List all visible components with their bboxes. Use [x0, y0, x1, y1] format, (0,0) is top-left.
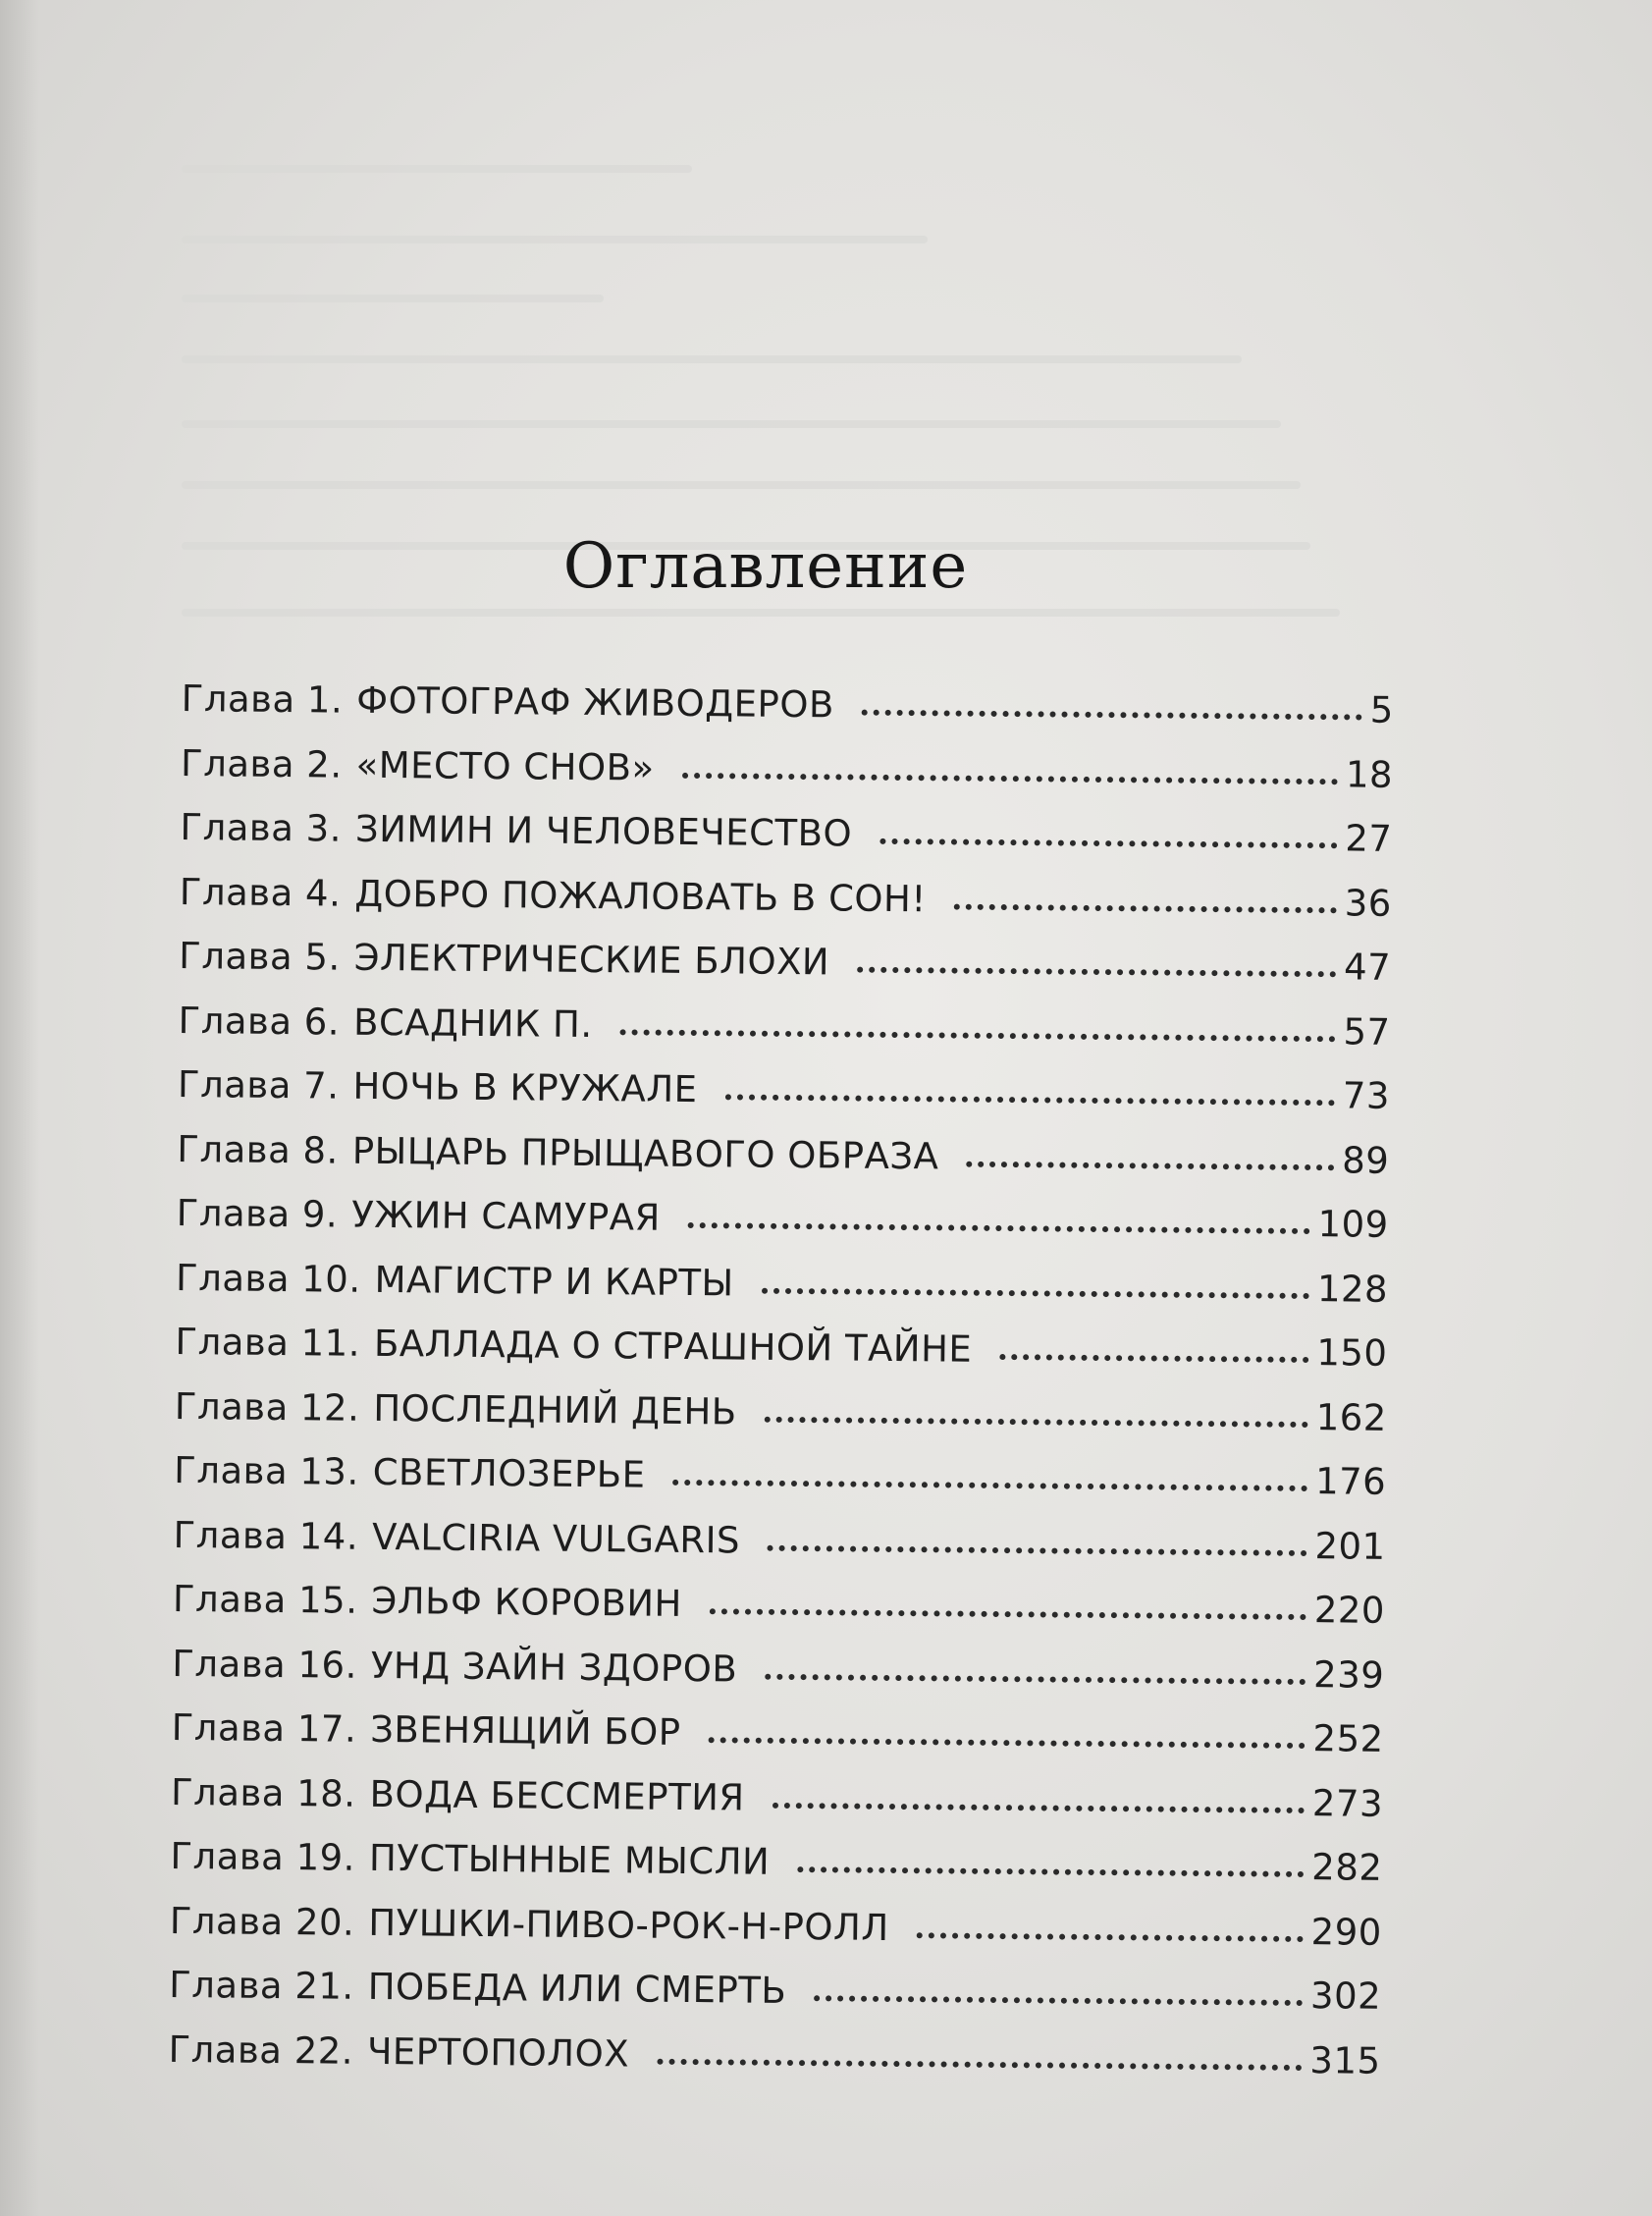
- chapter-title: ПУШКИ-ПИВО-РОК-Н-РОЛЛ: [368, 1901, 889, 1949]
- dot-leader: [709, 1737, 1306, 1749]
- chapter-page-number: 239: [1312, 1652, 1385, 1697]
- dot-leader: [999, 1354, 1308, 1363]
- chapter-label: Глава 11.: [175, 1320, 361, 1365]
- toc-entry: [170, 1835, 1383, 1911]
- toc-entry: [179, 870, 1392, 946]
- bleed-through-line: [182, 236, 928, 243]
- chapter-title: РЫЦАРЬ ПРЫЩАВОГО ОБРАЗА: [351, 1129, 939, 1177]
- dot-leader: [797, 1866, 1304, 1877]
- chapter-label: Глава 8.: [177, 1127, 340, 1172]
- chapter-label: Глава 5.: [179, 934, 341, 979]
- chapter-label: Глава 13.: [174, 1448, 359, 1493]
- chapter-page-number: 273: [1311, 1781, 1384, 1825]
- toc-entry: [174, 1449, 1387, 1525]
- toc-entry: [173, 1578, 1386, 1653]
- chapter-page-number: 201: [1314, 1524, 1386, 1568]
- chapter-page-number: 128: [1316, 1267, 1389, 1311]
- chapter-title: ЗИМИН И ЧЕЛОВЕЧЕСТВО: [354, 807, 853, 855]
- chapter-title: ВОДА БЕССМЕРТИЯ: [369, 1772, 745, 1819]
- toc-entry: [171, 1770, 1384, 1846]
- chapter-title: ФОТОГРАФ ЖИВОДЕРОВ: [356, 678, 835, 727]
- dot-leader: [954, 903, 1337, 913]
- dot-leader: [917, 1932, 1304, 1942]
- chapter-title: УНД ЗАЙН ЗДОРОВ: [370, 1644, 738, 1690]
- chapter-label: Глава 10.: [175, 1256, 361, 1301]
- chapter-label: Глава 20.: [169, 1899, 355, 1944]
- toc-entry: [179, 935, 1392, 1010]
- chapter-label: Глава 22.: [168, 2027, 354, 2073]
- chapter-title: МАГИСТР И КАРТЫ: [374, 1258, 734, 1304]
- bleed-through-line: [182, 481, 1301, 489]
- chapter-label: Глава 3.: [180, 805, 343, 850]
- chapter-page-number: 47: [1343, 946, 1392, 989]
- chapter-label: Глава 17.: [171, 1705, 357, 1751]
- chapter-title: ПУСТЫННЫЕ МЫСЛИ: [368, 1836, 771, 1883]
- chapter-label: Глава 4.: [179, 870, 342, 915]
- chapter-title: «МЕСТО СНОВ»: [355, 743, 655, 789]
- chapter-page-number: 73: [1342, 1074, 1391, 1117]
- table-of-contents: [168, 677, 1394, 2104]
- dot-leader: [772, 1802, 1304, 1812]
- dot-leader: [682, 772, 1338, 784]
- chapter-page-number: 150: [1316, 1331, 1388, 1375]
- chapter-page-number: 252: [1312, 1717, 1384, 1760]
- dot-leader: [765, 1673, 1306, 1684]
- chapter-page-number: 162: [1315, 1395, 1388, 1439]
- chapter-page-number: 290: [1310, 1910, 1382, 1954]
- chapter-title: НОЧЬ В КРУЖАЛЕ: [352, 1064, 698, 1111]
- toc-heading: Оглавление: [562, 530, 969, 603]
- chapter-title: ПОБЕДА ИЛИ СМЕРТЬ: [367, 1965, 787, 2012]
- chapter-page-number: 176: [1314, 1460, 1387, 1503]
- chapter-page-number: 89: [1342, 1138, 1390, 1182]
- chapter-label: Глава 9.: [176, 1191, 339, 1236]
- toc-entry: [168, 2027, 1381, 2103]
- toc-entry: [178, 1063, 1391, 1139]
- bleed-through-line: [182, 165, 692, 173]
- chapter-label: Глава 14.: [173, 1513, 359, 1558]
- dot-leader: [765, 1416, 1308, 1427]
- dot-leader: [814, 1995, 1303, 2006]
- chapter-page-number: 27: [1345, 817, 1393, 860]
- dot-leader: [672, 1480, 1307, 1491]
- toc-entry: [178, 999, 1391, 1074]
- chapter-page-number: 302: [1309, 1974, 1382, 2018]
- chapter-page-number: 57: [1343, 1009, 1391, 1054]
- bleed-through-line: [182, 420, 1281, 428]
- toc-entry: [176, 1192, 1389, 1268]
- chapter-page-number: 220: [1313, 1589, 1386, 1632]
- chapter-label: Глава 2.: [180, 741, 343, 786]
- chapter-page-number: 109: [1317, 1203, 1389, 1246]
- dot-leader: [768, 1544, 1307, 1555]
- chapter-title: ПОСЛЕДНИЙ ДЕНЬ: [373, 1386, 737, 1432]
- chapter-title: БАЛЛАДА О СТРАШНОЙ ТАЙНЕ: [373, 1322, 973, 1371]
- dot-leader: [879, 838, 1337, 848]
- chapter-label: Глава 18.: [170, 1770, 356, 1815]
- toc-entry: [169, 1899, 1382, 1974]
- dot-leader: [688, 1222, 1310, 1234]
- chapter-title: ЧЕРТОПОЛОХ: [366, 2029, 630, 2075]
- chapter-label: Глава 16.: [172, 1642, 358, 1687]
- toc-entry: [173, 1513, 1386, 1589]
- dot-leader: [857, 967, 1336, 978]
- toc-entry: [175, 1321, 1388, 1396]
- toc-entry: [171, 1706, 1384, 1782]
- chapter-label: Глава 21.: [169, 1963, 354, 2008]
- chapter-title: ЭЛЕКТРИЧЕСКИЕ БЛОХИ: [353, 936, 830, 984]
- chapter-page-number: 36: [1344, 881, 1393, 925]
- chapter-page-number: 315: [1309, 2038, 1381, 2082]
- toc-entry: [174, 1384, 1387, 1460]
- toc-entry: [180, 806, 1393, 882]
- chapter-label: Глава 15.: [172, 1577, 358, 1622]
- chapter-page-number: 5: [1369, 688, 1394, 731]
- toc-entry: [177, 1127, 1390, 1203]
- toc-entry: [169, 1964, 1382, 2039]
- chapter-title: ДОБРО ПОЖАЛОВАТЬ В СОН!: [354, 872, 927, 920]
- bleed-through-line: [182, 609, 1340, 617]
- chapter-title: VALCIRIA VULGARIS: [371, 1515, 741, 1562]
- chapter-title: ЗВЕНЯЩИЙ БОР: [370, 1707, 681, 1754]
- chapter-title: УЖИН САМУРАЯ: [350, 1193, 662, 1239]
- chapter-label: Глава 19.: [170, 1834, 356, 1879]
- toc-entry: [181, 741, 1394, 817]
- chapter-label: Глава 7.: [177, 1062, 340, 1108]
- page-edge-shadow: [0, 0, 39, 2216]
- chapter-label: Глава 1.: [181, 677, 344, 722]
- bleed-through-line: [182, 355, 1242, 363]
- dot-leader: [862, 710, 1362, 721]
- chapter-title: СВЕТЛОЗЕРЬЕ: [372, 1450, 646, 1496]
- chapter-label: Глава 6.: [178, 999, 341, 1044]
- chapter-page-number: 18: [1345, 752, 1394, 796]
- chapter-title: ЭЛЬФ КОРОВИН: [371, 1579, 683, 1625]
- chapter-page-number: 282: [1311, 1846, 1383, 1889]
- dot-leader: [762, 1287, 1309, 1298]
- dot-leader: [966, 1161, 1334, 1170]
- toc-entry: [172, 1642, 1385, 1717]
- dot-leader: [620, 1029, 1336, 1042]
- chapter-title: ВСАДНИК П.: [352, 1000, 593, 1046]
- toc-entry: [181, 677, 1394, 753]
- toc-entry: [176, 1256, 1389, 1331]
- dot-leader: [657, 2058, 1302, 2070]
- dot-leader: [724, 1094, 1334, 1106]
- dot-leader: [710, 1608, 1306, 1620]
- bleed-through-line: [182, 295, 604, 302]
- chapter-label: Глава 12.: [174, 1384, 360, 1430]
